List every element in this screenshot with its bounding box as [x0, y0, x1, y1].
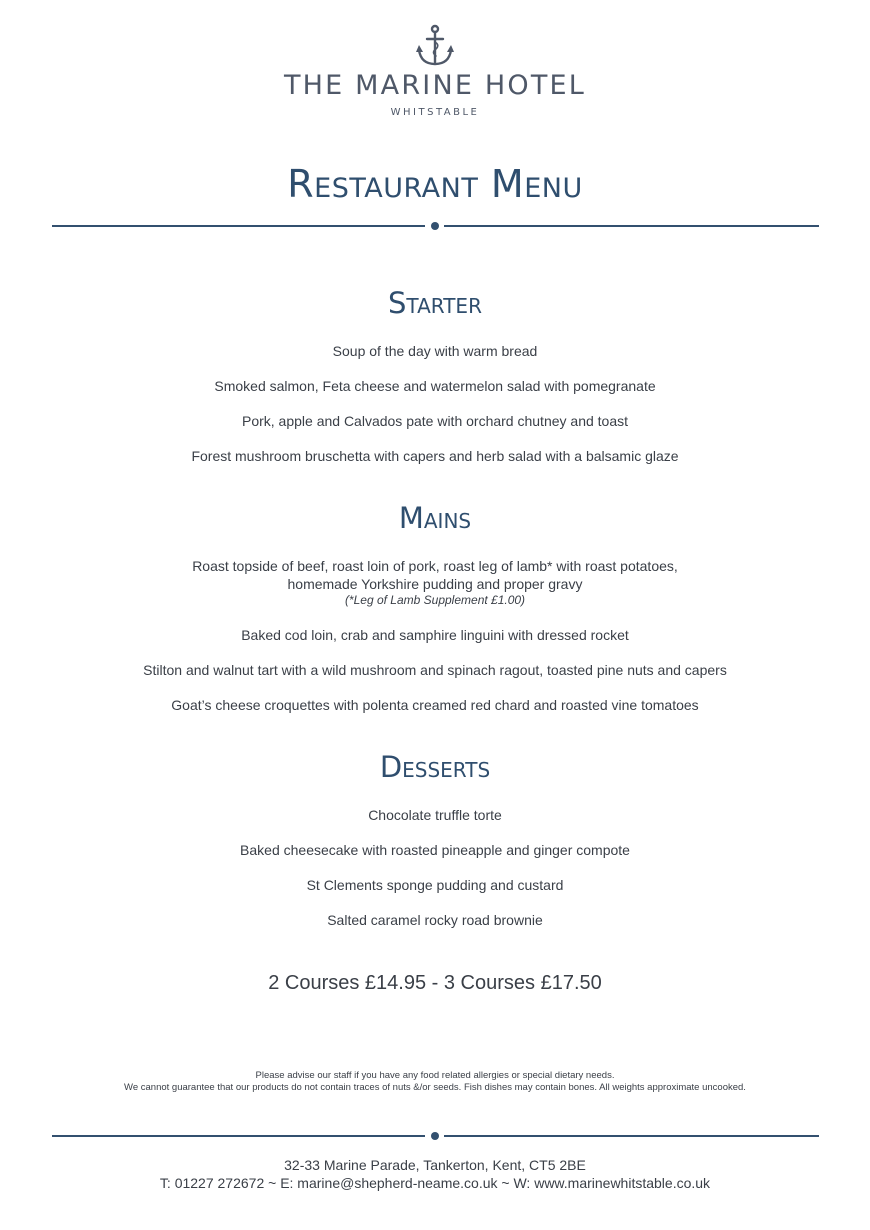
anchor-icon [415, 24, 455, 68]
menu-title: Restaurant Menu [287, 162, 583, 206]
hotel-location: WHITSTABLE [390, 107, 480, 118]
divider-dot [431, 1132, 439, 1140]
divider-line-right [444, 225, 819, 227]
mains-item: Goat’s cheese croquettes with polenta creamed red chard and roasted vine tomatoes [171, 697, 699, 713]
contact-address: 32-33 Marine Parade, Tankerton, Kent, CT5 2BE [284, 1157, 586, 1173]
contact-details: T: 01227 272672 ~ E: marine@shepherd-neame.co.uk ~ W: www.marinewhitstable.co.uk [159, 1175, 711, 1191]
dessert-item: St Clements sponge pudding and custard [306, 877, 564, 893]
mains-item: Baked cod loin, crab and samphire linguini with dressed rocket [241, 627, 629, 643]
mains-item: Stilton and walnut tart with a wild mushroom and spinach ragout, toasted pine nuts and capers [143, 662, 727, 678]
divider-line-left [52, 225, 425, 227]
top-divider [52, 220, 819, 232]
allergy-notice-line-2: We cannot guarantee that our products do not contain traces of nuts &/or seeds. Fish dishes may contain bones. All weights approximate uncooked. [124, 1082, 746, 1093]
dessert-item: Chocolate truffle torte [368, 807, 502, 823]
starter-item: Smoked salmon, Feta cheese and watermelon salad with pomegranate [214, 378, 656, 394]
dessert-item: Baked cheesecake with roasted pineapple and ginger compote [240, 842, 630, 858]
starter-heading: Starter [388, 286, 482, 320]
mains-item-continued: homemade Yorkshire pudding and proper gravy [287, 576, 583, 592]
divider-dot [431, 222, 439, 230]
mains-item: Roast topside of beef, roast loin of pork, roast leg of lamb* with roast potatoes, [192, 558, 678, 574]
bottom-divider [52, 1130, 819, 1142]
hotel-name: THE MARINE HOTEL [283, 70, 587, 101]
lamb-supplement-note: (*Leg of Lamb Supplement £1.00) [344, 593, 526, 607]
starter-item: Pork, apple and Calvados pate with orchard chutney and toast [241, 413, 629, 429]
hotel-logo [0, 24, 870, 118]
starter-item: Forest mushroom bruschetta with capers and herb salad with a balsamic glaze [191, 448, 679, 464]
dessert-item: Salted caramel rocky road brownie [327, 912, 543, 928]
divider-line-right [444, 1135, 819, 1137]
course-pricing: 2 Courses £14.95 - 3 Courses £17.50 [268, 972, 602, 994]
divider-line-left [52, 1135, 425, 1137]
allergy-notice-line-1: Please advise our staff if you have any food related allergies or special dietary needs. [255, 1070, 615, 1081]
desserts-heading: Desserts [379, 750, 491, 784]
starter-item: Soup of the day with warm bread [332, 343, 538, 359]
mains-heading: Mains [398, 501, 472, 535]
